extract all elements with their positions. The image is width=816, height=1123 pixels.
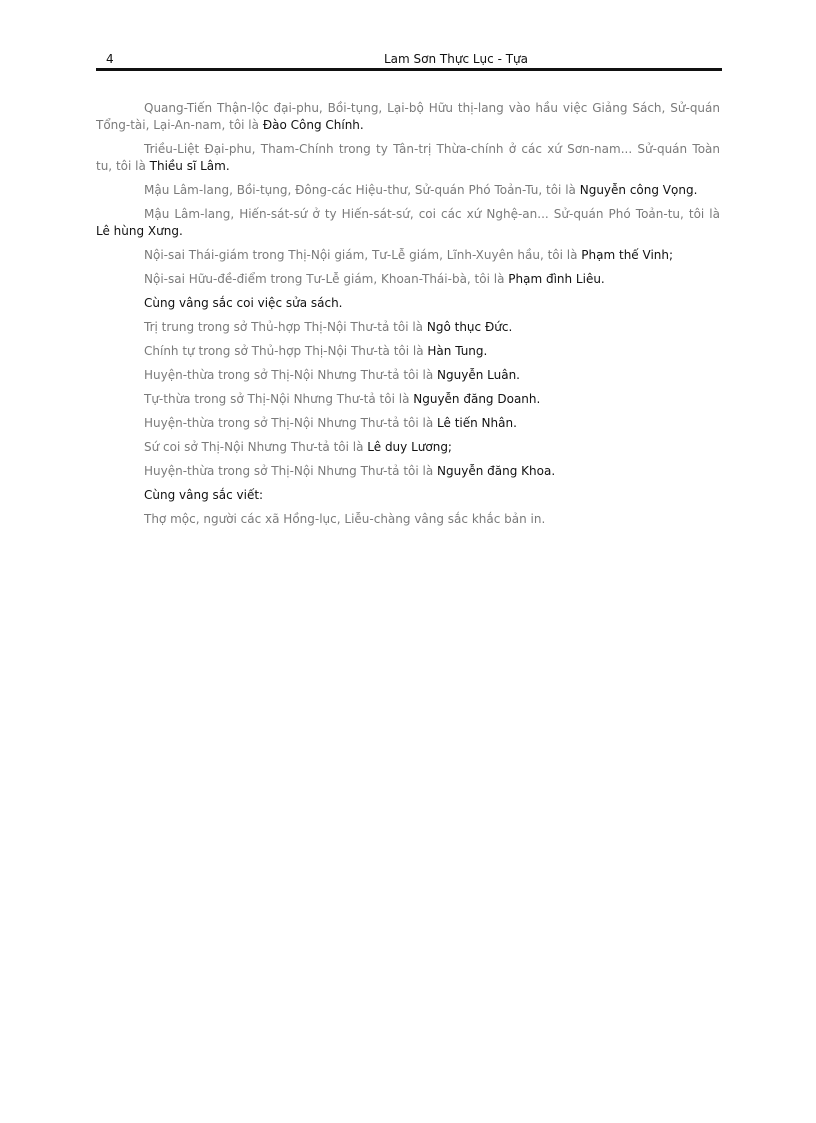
paragraph bbox=[96, 271, 720, 288]
paragraph bbox=[96, 511, 720, 528]
paragraph-text: Quang-Tiến Thận-lộc đại-phu, Bồi-tụng, Lại-bộ Hữu thị-lang vào hầu việc Giảng Sách, Sử-quán Tổng-tài, Lại-An-nam, tôi là bbox=[96, 101, 720, 132]
person-name: Ngô thục Đức. bbox=[426, 320, 513, 334]
paragraph bbox=[96, 343, 720, 360]
paragraph-text: Sứ coi sở Thị-Nội Nhưng Thư-tả tôi là bbox=[144, 440, 368, 454]
person-name: Lê duy Lương; bbox=[367, 440, 452, 454]
section-note-text: Cùng vâng sắc viết: bbox=[144, 488, 264, 502]
paragraph-text: Mậu Lâm-lang, Hiến-sát-sứ ở ty Hiến-sát-sứ, coi các xứ Nghệ-an... Sử-quán Phó Toản-tu, tôi là bbox=[144, 207, 720, 221]
paragraph bbox=[96, 141, 720, 175]
person-name: Phạm đình Liêu. bbox=[508, 272, 605, 286]
paragraph-text: Tự-thừa trong sở Thị-Nội Nhưng Thư-tả tôi là bbox=[144, 392, 414, 406]
paragraph bbox=[96, 182, 720, 199]
person-name: Đào Công Chính. bbox=[262, 118, 364, 132]
person-name: Nguyễn đăng Khoa. bbox=[437, 464, 556, 478]
person-name: Nguyễn đăng Doanh. bbox=[413, 392, 541, 406]
paragraph-text: Nội-sai Hữu-đề-điểm trong Tư-Lễ giám, Khoan-Thái-bà, tôi là bbox=[144, 272, 509, 286]
paragraph bbox=[96, 463, 720, 480]
paragraph-text: Huyện-thừa trong sở Thị-Nội Nhưng Thư-tả tôi là bbox=[144, 368, 438, 382]
paragraph bbox=[96, 100, 720, 134]
paragraph bbox=[96, 247, 720, 264]
page-number: 4 bbox=[106, 52, 114, 66]
paragraph bbox=[96, 391, 720, 408]
paragraph bbox=[96, 415, 720, 432]
paragraph-text: Huyện-thừa trong sở Thị-Nội Nhưng Thư-tả tôi là bbox=[144, 464, 438, 478]
header-rule bbox=[96, 68, 722, 71]
person-name: Thiều sĩ Lâm. bbox=[149, 159, 230, 173]
person-name: Phạm thế Vinh; bbox=[581, 248, 674, 262]
section-note bbox=[96, 295, 720, 312]
paragraph-text: Thợ mộc, người các xã Hồng-lục, Liễu-chàng vâng sắc khắc bản in. bbox=[144, 512, 546, 526]
person-name: Nguyễn Luân. bbox=[437, 368, 520, 382]
person-name: Nguyễn công Vọng. bbox=[579, 183, 698, 197]
paragraph-text: Trị trung trong sở Thủ-hợp Thị-Nội Thư-tả tôi là bbox=[144, 320, 427, 334]
person-name: Lê tiến Nhân. bbox=[437, 416, 517, 430]
running-title: Lam Sơn Thực Lục - Tựa bbox=[384, 52, 529, 66]
document-body bbox=[96, 100, 720, 535]
paragraph bbox=[96, 319, 720, 336]
section-note-text: Cùng vâng sắc coi việc sửa sách. bbox=[144, 296, 343, 310]
paragraph bbox=[96, 439, 720, 456]
paragraph-text: Mậu Lâm-lang, Bồi-tụng, Đông-các Hiệu-thư, Sử-quán Phó Toản-Tu, tôi là bbox=[144, 183, 580, 197]
person-name: Lê hùng Xưng. bbox=[96, 224, 183, 238]
paragraph bbox=[96, 367, 720, 384]
paragraph-text: Nội-sai Thái-giám trong Thị-Nội giám, Tư-Lễ giám, Lĩnh-Xuyên hầu, tôi là bbox=[144, 248, 582, 262]
paragraph bbox=[96, 206, 720, 240]
person-name: Hàn Tung. bbox=[427, 344, 488, 358]
paragraph-text: Chính tự trong sở Thủ-hợp Thị-Nội Thư-tà tôi là bbox=[144, 344, 428, 358]
paragraph-text: Huyện-thừa trong sở Thị-Nội Nhưng Thư-tả tôi là bbox=[144, 416, 438, 430]
section-note bbox=[96, 487, 720, 504]
page-header bbox=[96, 52, 722, 68]
paragraph-text: Triều-Liệt Đại-phu, Tham-Chính trong ty Tân-trị Thừa-chính ở các xứ Sơn-nam... Sử-quán Toàn tu, tôi là bbox=[96, 142, 720, 173]
